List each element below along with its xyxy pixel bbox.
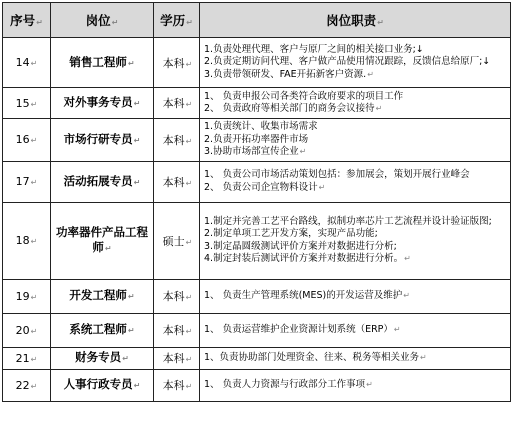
duty-line: 1.制定并完善工艺平台路线，拟制功率芯片工艺流程并设计验证版图; — [204, 215, 492, 227]
table-row — [3, 38, 511, 88]
row-position: 系统工程师↵ — [51, 313, 154, 347]
row-duties — [200, 313, 511, 347]
table-row — [3, 202, 511, 279]
header-no: 序号↵ — [3, 3, 51, 38]
row-duties — [200, 279, 511, 313]
row-education: 本科↵ — [154, 369, 200, 401]
duty-line: 1、 负责申报公司各类符合政府要求的项目工作 — [204, 90, 404, 102]
duty-line: 1、 负责人力资源与行政部分工作事项↵ — [204, 378, 373, 390]
row-duties — [200, 161, 511, 202]
duty-line: 2.负责开拓功率器件市场 — [204, 133, 309, 145]
duty-line: 2、 负责政府等相关部门的商务会议接待↵ — [204, 103, 383, 114]
row-education: 本科↵ — [154, 313, 200, 347]
table-header-row — [3, 3, 511, 38]
row-no: 17↵ — [3, 161, 51, 202]
row-no: 16↵ — [3, 119, 51, 162]
row-position: 活动拓展专员↵ — [51, 161, 154, 202]
row-education: 本科↵ — [154, 38, 200, 88]
row-education: 本科↵ — [154, 88, 200, 119]
duty-line: 2.负责定期访问代理、客户做产品使用情况跟踪，反馈信息给原厂;↓ — [204, 56, 491, 68]
duty-line: 1、 负责公司市场活动策划包括：参加展会，策划开展行业峰会 — [204, 169, 470, 180]
row-position: 开发工程师↵ — [51, 279, 154, 313]
duty-line: 2、 负责公司企宣物料设计↵ — [204, 181, 326, 193]
table-row — [3, 347, 511, 369]
table-row — [3, 119, 511, 162]
duty-line: 1、 负责生产管理系统(MES)的开发运营及维护↵ — [204, 289, 410, 301]
row-no: 15↵ — [3, 88, 51, 119]
table-row — [3, 369, 511, 401]
header-duties: 岗位职责↵ — [200, 3, 511, 38]
duty-line: 1.负责统计、收集市场需求 — [204, 121, 318, 132]
row-position: 对外事务专员↵ — [51, 88, 154, 119]
duty-line: 3.协助市场部宣传企业↵ — [204, 146, 307, 157]
row-education: 本科↵ — [154, 161, 200, 202]
row-position: 销售工程师↵ — [51, 38, 154, 88]
header-education: 学历↵ — [154, 3, 200, 38]
row-education: 本科↵ — [154, 347, 200, 369]
row-no: 20↵ — [3, 313, 51, 347]
table-row — [3, 88, 511, 119]
duty-line: 2.制定单项工艺开发方案，实现产品功能; — [204, 228, 378, 239]
duty-line: 3.制定晶圆级测试评价方案并对数据进行分析; — [204, 240, 397, 252]
row-no: 19↵ — [3, 279, 51, 313]
row-duties — [200, 88, 511, 119]
job-duties-table — [2, 2, 511, 402]
row-education: 本科↵ — [154, 119, 200, 162]
row-duties — [200, 202, 511, 279]
row-position: 人事行政专员↵ — [51, 369, 154, 401]
table-row — [3, 161, 511, 202]
row-duties — [200, 369, 511, 401]
row-duties — [200, 119, 511, 162]
table-row — [3, 313, 511, 347]
row-no: 18↵ — [3, 202, 51, 279]
row-position: 功率器件产品工程师↵ — [51, 202, 154, 279]
row-no: 14↵ — [3, 38, 51, 88]
row-education: 硕士↵ — [154, 202, 200, 279]
row-duties — [200, 38, 511, 88]
duty-line: 1、 负责运营维护企业资源计划系统（ERP）↵ — [204, 323, 401, 335]
header-position: 岗位↵ — [51, 3, 154, 38]
duty-line: 3.负责带领研发、FAE开拓新客户资源.↵ — [204, 68, 374, 80]
row-education: 本科↵ — [154, 279, 200, 313]
row-duties — [200, 347, 511, 369]
duty-line: 4.制定封装后测试评价方案并对数据进行分析。↵ — [204, 253, 411, 264]
row-no: 21↵ — [3, 347, 51, 369]
row-position: 财务专员↵ — [51, 347, 154, 369]
row-position: 市场行研专员↵ — [51, 119, 154, 162]
duty-line: 1.负责处理代理、客户与原厂之间的相关接口业务;↓ — [204, 43, 424, 55]
table-row — [3, 279, 511, 313]
row-no: 22↵ — [3, 369, 51, 401]
duty-line: 1、负责协助部门处理资金、往来、税务等相关业务↵ — [204, 351, 427, 363]
